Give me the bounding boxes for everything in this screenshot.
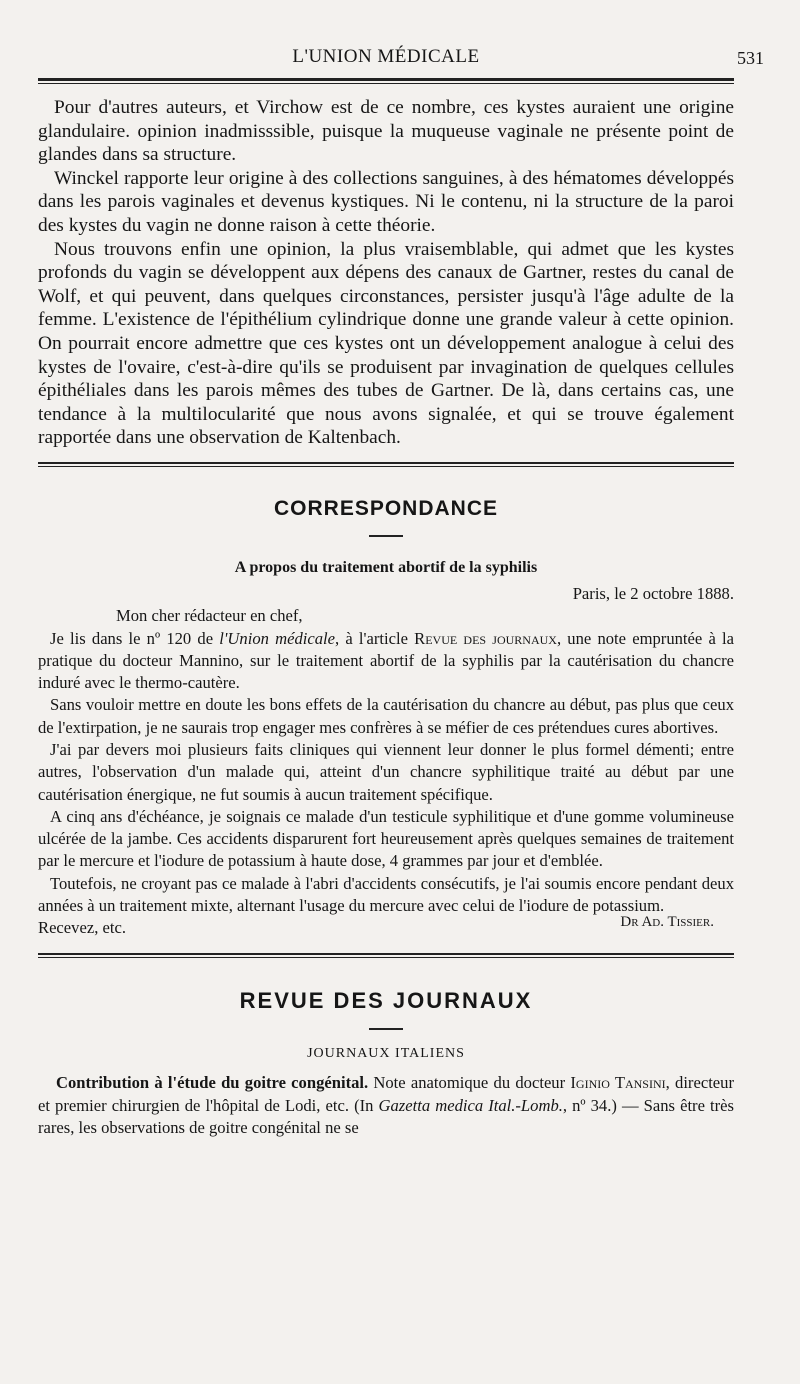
letter-paragraph: Toutefois, ne croyant pas ce malade à l'abri d'accidents consécutifs, je l'ai soumis encore pendant deux années à un traitement mixte, alternant l'usage du mercure avec celui de l'iodure de potassium. bbox=[38, 873, 734, 916]
letter-paragraph bbox=[38, 628, 734, 695]
short-rule bbox=[369, 535, 403, 537]
section-divider bbox=[38, 953, 734, 958]
page-header bbox=[38, 0, 764, 78]
short-rule bbox=[369, 1028, 403, 1030]
letter-paragraph: A cinq ans d'échéance, je soignais ce malade d'un testicule syphilitique et d'une gomme volumineuse ulcérée de la jambe. Ces accidents disparurent fort heureusement après quelques semaines de traitement par le mercure et l'iodure de potassium à haute dose, 4 grammes par jour et d'emblée. bbox=[38, 806, 734, 871]
author-name: Iginio Tansini bbox=[570, 1073, 666, 1093]
running-title: L'UNION MÉDICALE bbox=[292, 46, 480, 67]
article-paragraph bbox=[38, 1072, 734, 1139]
salutation: Mon cher rédacteur en chef, bbox=[116, 606, 303, 626]
text-run: , nº 34.) — Sans être très rares, les observations de goitre congénital ne se bbox=[38, 1095, 734, 1137]
text-run: , une note empruntée à la pratique du docteur Mannino, sur le traitement abortif de la syphilis par la cautérisation du chancre induré avec le thermo-cautère. bbox=[38, 628, 734, 693]
page-number: 531 bbox=[737, 48, 764, 68]
text-run: , directeur et premier chirurgien de l'hôpital de Lodi, etc. (In bbox=[38, 1073, 734, 1115]
review-article bbox=[38, 1072, 734, 1139]
signature: Dr Ad. Tissier. bbox=[620, 914, 714, 931]
text-run: , à l'article bbox=[335, 628, 415, 648]
subsection-title: JOURNAUX ITALIENS bbox=[307, 1046, 465, 1062]
closing: Recevez, etc. bbox=[38, 918, 126, 938]
article-continuation bbox=[38, 96, 734, 450]
section-reference: Revue des journaux bbox=[414, 628, 557, 648]
signoff bbox=[38, 914, 734, 941]
text-run: Note anatomique du docteur bbox=[368, 1073, 571, 1093]
letter-body bbox=[38, 583, 734, 941]
paragraph: Winckel rapporte leur origine à des collections sanguines, à des hématomes développés dans les parois vaginales et devenus kystiques. Ni le contenu, ni la structure de la paroi des kystes du vagin ne donne raison à cette théorie. bbox=[38, 167, 734, 236]
text-run: Je lis dans le nº 120 de bbox=[50, 628, 220, 648]
journal-name: Gazetta medica Ital.-Lomb. bbox=[378, 1095, 563, 1115]
dateline: Paris, le 2 octobre 1888. bbox=[572, 583, 734, 603]
section-divider bbox=[38, 462, 734, 467]
journal-name: l'Union médicale bbox=[219, 628, 335, 648]
paragraph: Pour d'autres auteurs, et Virchow est de ce nombre, ces kystes auraient une origine glandulaire. opinion inadmisssible, puisque la muqueuse vaginale ne présente point de glandes dans sa structure. bbox=[38, 97, 734, 166]
letter-subject: A propos du traitement abortif de la syphilis bbox=[234, 558, 538, 576]
header-rule bbox=[38, 78, 734, 84]
revue-title: REVUE DES JOURNAUX bbox=[239, 988, 533, 1014]
correspondence-title: CORRESPONDANCE bbox=[273, 496, 499, 520]
letter-paragraph: J'ai par devers moi plusieurs faits cliniques qui viennent leur donner le plus formel démenti; entre autres, l'observation d'un malade qui, atteint d'un chancre syphilitique traité au début par une cautérisation énergique, ne fut soumis à aucun traitement spécifique. bbox=[38, 739, 734, 804]
paragraph: Nous trouvons enfin une opinion, la plus vraisemblable, qui admet que les kystes profonds du vagin se développent aux dépens des canaux de Gartner, restes du canal de Wolf, et qui peuvent, dans quelques circonstances, persister jusqu'à l'âge adulte de la femme. L'existence de l'épithélium cylindrique donne une grande valeur à cette opinion. On pourrait encore admettre que ces kystes ont un développement analogue à celui des kystes de l'ovaire, c'est-à-dire qu'ils se produisent par invagination de quelques cellules épithéliales dans les parois mêmes des tubes de Gartner. De là, dans certains cas, une tendance à la multilocularité que nous avons signalée, et qui se trouve également rapportée dans une observation de Kaltenbach. bbox=[38, 238, 734, 449]
letter-paragraph: Sans vouloir mettre en doute les bons effets de la cautérisation du chancre au début, pas plus que ceux de l'extirpation, je ne saurais trop engager mes confrères à se méfier de ces prétendues cures abortives. bbox=[38, 695, 734, 737]
article-title: Contribution à l'étude du goitre congénital. bbox=[56, 1073, 369, 1093]
